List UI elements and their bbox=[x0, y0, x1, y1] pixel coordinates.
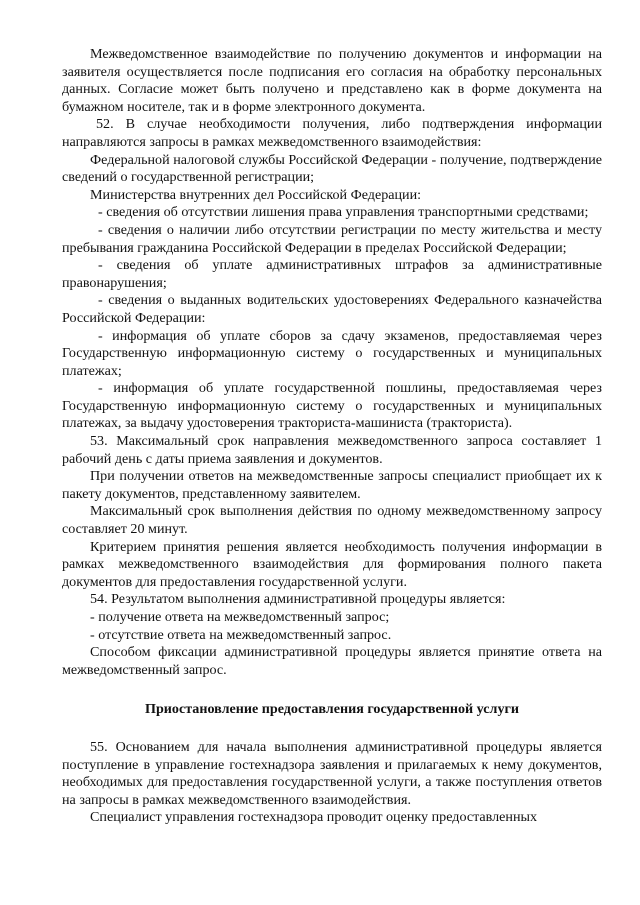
paragraph-fns: Федеральной налоговой службы Российской Федерации - получение, подтверждение сведений о государственной регистрации; bbox=[62, 151, 602, 186]
list-item: - информация об уплате сборов за сдачу экзаменов, предоставляемая через Государственную информационную систему о государственных и муниципальных платежах; bbox=[62, 327, 602, 379]
list-item: - сведения о наличии либо отсутствии регистрации по месту жительства и месту пребывания гражданина Российской Федерации в пределах Российской Федерации; bbox=[62, 221, 602, 256]
list-item: - сведения об отсутствии лишения права управления транспортными средствами; bbox=[98, 204, 589, 221]
paragraph-consent: Межведомственное взаимодействие по получению документов и информации на заявителя осуществляется после подписания его согласия на обработку персональных данных. Согласие может быть получено и представлено как в форме документа на бумажном носителе, так и в форме электронного документа. bbox=[62, 46, 602, 115]
paragraph-mvd: Министерства внутренних дел Российской Федерации: bbox=[90, 186, 422, 203]
list-item: - отсутствие ответа на межведомственный запрос. bbox=[90, 626, 392, 643]
paragraph-fixation: Способом фиксации административной процедуры является принятие ответа на межведомственный запрос. bbox=[62, 644, 602, 678]
paragraph-55: 55. Основанием для начала выполнения административной процедуры является поступление в управление гостехнадзора заявления и прилагаемых к нему документов, необходимых для предоставления государственной услуги, а также поступления ответов на запросы в рамках межведомственного взаимодействия. bbox=[62, 738, 602, 808]
paragraph-52: 52. В случае необходимости получения, либо подтверждения информации направляются запросы в рамках межведомственного взаимодействия: bbox=[62, 116, 602, 150]
paragraph-assessment: Специалист управления гостехнадзора проводит оценку предоставленных bbox=[90, 809, 538, 826]
section-heading: Приостановление предоставления государственной услуги bbox=[144, 701, 520, 718]
list-item: - сведения о выданных водительских удостоверениях Федерального казначейства Российской Федерации: bbox=[62, 292, 602, 326]
list-item: - сведения об уплате административных штрафов за административные правонарушения; bbox=[62, 257, 602, 291]
list-item: - получение ответа на межведомственный запрос; bbox=[90, 609, 390, 625]
paragraph-54: 54. Результатом выполнения административной процедуры является: bbox=[90, 591, 506, 608]
list-item: - информация об уплате государственной пошлины, предоставляемая через Государственную информационную систему о государственных и муниципальных платежах, за выдачу удостоверения тракториста-машиниста (тракториста). bbox=[62, 380, 602, 432]
paragraph-criterion: Критерием принятия решения является необходимость получения информации в рамках межведомственного взаимодействия для формирования полного пакета документов для предоставления государственной услуги. bbox=[62, 538, 602, 590]
paragraph-responses: При получении ответов на межведомственные запросы специалист приобщает их к пакету документов, представленному заявителем. bbox=[62, 468, 602, 502]
document-page bbox=[62, 46, 602, 827]
paragraph-max-time: Максимальный срок выполнения действия по одному межведомственному запросу составляет 20 минут. bbox=[62, 503, 602, 538]
paragraph-53: 53. Максимальный срок направления межведомственного запроса составляет 1 рабочий день с даты приема заявления и документов. bbox=[62, 433, 602, 467]
